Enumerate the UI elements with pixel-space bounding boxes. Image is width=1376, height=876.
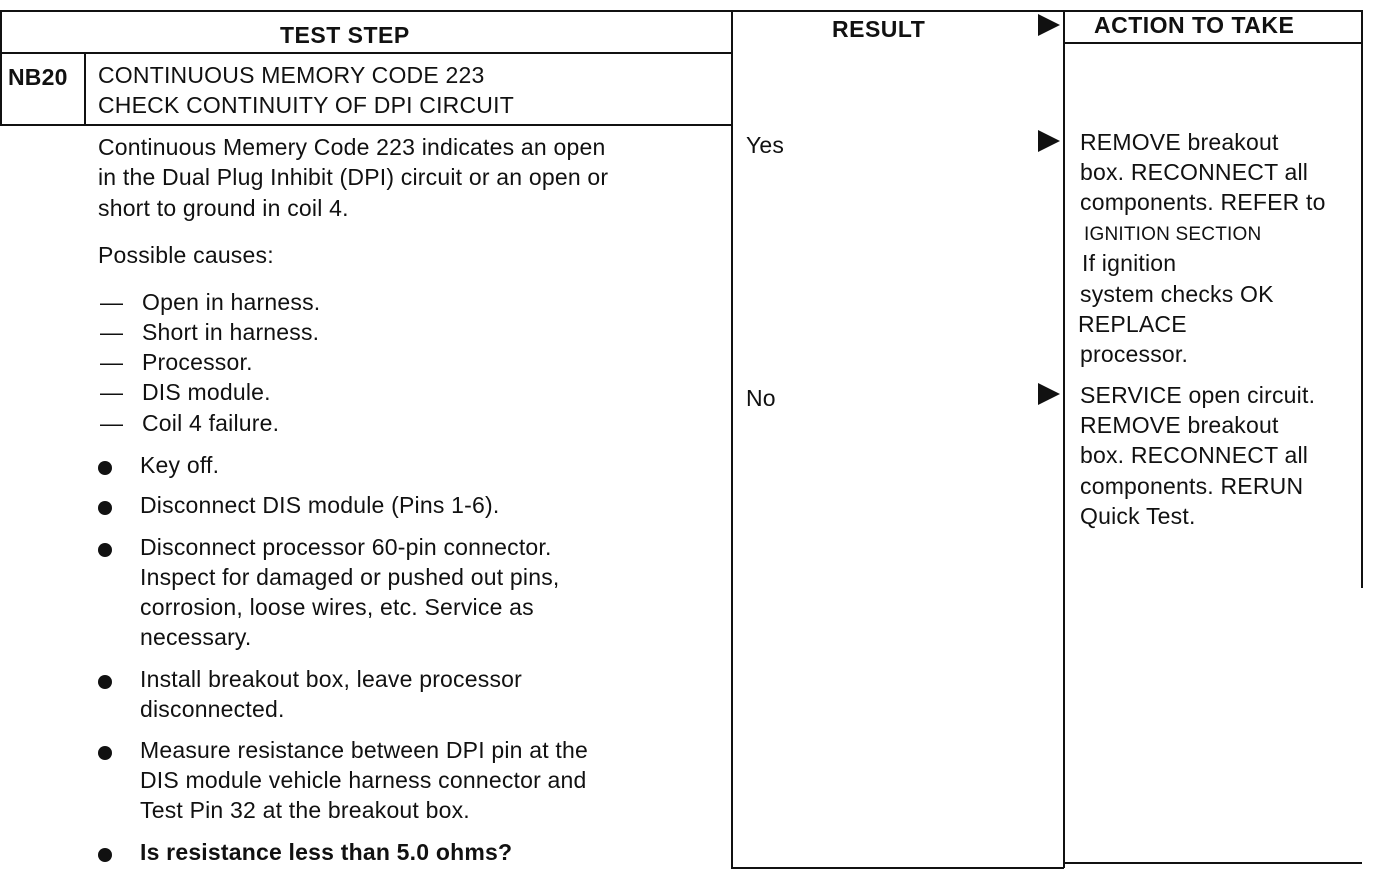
step-install-breakout-line1: Install breakout box, leave processor xyxy=(140,666,522,692)
cause-dash: — xyxy=(100,319,124,345)
step-measure-line2: DIS module vehicle harness connector and xyxy=(140,767,587,793)
cause-item: Short in harness. xyxy=(142,319,320,345)
cause-dash: — xyxy=(100,379,124,405)
bullet-icon xyxy=(98,675,112,689)
header-bottom-rule-right xyxy=(1064,42,1362,44)
table-right-border xyxy=(1361,10,1363,588)
step-key-off: Key off. xyxy=(140,452,220,478)
action-bottom-border xyxy=(1064,862,1362,864)
result-no-arrow-icon xyxy=(1038,383,1060,405)
step-disconnect-dis: Disconnect DIS module (Pins 1-6). xyxy=(140,492,500,518)
cause-item: Processor. xyxy=(142,349,253,375)
step-title-bottom-rule xyxy=(0,124,731,126)
action-yes-line1: REMOVE breakout xyxy=(1080,129,1279,155)
result-bottom-border xyxy=(731,867,1064,869)
header-result: RESULT xyxy=(832,16,926,42)
description-line2: in the Dual Plug Inhibit (DPI) circuit or an open or xyxy=(98,164,609,190)
step-code: NB20 xyxy=(8,64,68,90)
cause-item: DIS module. xyxy=(142,379,271,405)
bullet-icon xyxy=(98,501,112,515)
result-yes-arrow-icon xyxy=(1038,130,1060,152)
step-code-divider xyxy=(84,54,86,126)
action-no-line3: box. RECONNECT all xyxy=(1080,442,1309,468)
cause-item: Open in harness. xyxy=(142,289,321,315)
causes-heading: Possible causes: xyxy=(98,242,274,268)
cause-dash: — xyxy=(100,349,124,375)
header-test-step: TEST STEP xyxy=(280,22,410,48)
step-measure-line3: Test Pin 32 at the breakout box. xyxy=(140,797,470,823)
cause-item: Coil 4 failure. xyxy=(142,410,280,436)
action-yes-line3: components. REFER to xyxy=(1080,189,1326,215)
description-line1: Continuous Memery Code 223 indicates an open xyxy=(98,134,606,160)
step-disconnect-processor-line3: corrosion, loose wires, etc. Service as xyxy=(140,594,534,620)
action-yes-line7: REPLACE xyxy=(1078,311,1187,337)
step-measure-line1: Measure resistance between DPI pin at the xyxy=(140,737,588,763)
result-column-left-border xyxy=(731,10,733,868)
action-yes-line6: system checks OK xyxy=(1080,281,1274,307)
step-title-line2: CHECK CONTINUITY OF DPI CIRCUIT xyxy=(98,92,514,118)
step-question: Is resistance less than 5.0 ohms? xyxy=(140,839,513,865)
cause-dash: — xyxy=(100,410,124,436)
table-left-border xyxy=(0,10,2,126)
bullet-icon xyxy=(98,543,112,557)
step-disconnect-processor-line4: necessary. xyxy=(140,624,252,650)
bullet-icon xyxy=(98,746,112,760)
action-no-line4: components. RERUN xyxy=(1080,473,1304,499)
bullet-icon xyxy=(98,848,112,862)
action-yes-line2: box. RECONNECT all xyxy=(1080,159,1309,185)
action-yes-line5: If ignition xyxy=(1082,250,1177,276)
bullet-icon xyxy=(98,461,112,475)
action-no-line1: SERVICE open circuit. xyxy=(1080,382,1316,408)
header-bottom-rule-left xyxy=(0,52,731,54)
cause-dash: — xyxy=(100,289,124,315)
result-no: No xyxy=(746,385,776,411)
action-yes-line8: processor. xyxy=(1080,341,1189,367)
header-action-to-take: ACTION TO TAKE xyxy=(1094,12,1295,38)
step-disconnect-processor-line2: Inspect for damaged or pushed out pins, xyxy=(140,564,560,590)
action-no-line5: Quick Test. xyxy=(1080,503,1196,529)
header-arrow-icon xyxy=(1038,14,1060,36)
action-yes-line4: IGNITION SECTION xyxy=(1084,224,1262,245)
step-title-line1: CONTINUOUS MEMORY CODE 223 xyxy=(98,62,485,88)
step-install-breakout-line2: disconnected. xyxy=(140,696,285,722)
description-line3: short to ground in coil 4. xyxy=(98,195,349,221)
result-yes: Yes xyxy=(746,132,785,158)
action-column-left-border xyxy=(1063,10,1065,868)
step-disconnect-processor-line1: Disconnect processor 60-pin connector. xyxy=(140,534,552,560)
action-no-line2: REMOVE breakout xyxy=(1080,412,1279,438)
